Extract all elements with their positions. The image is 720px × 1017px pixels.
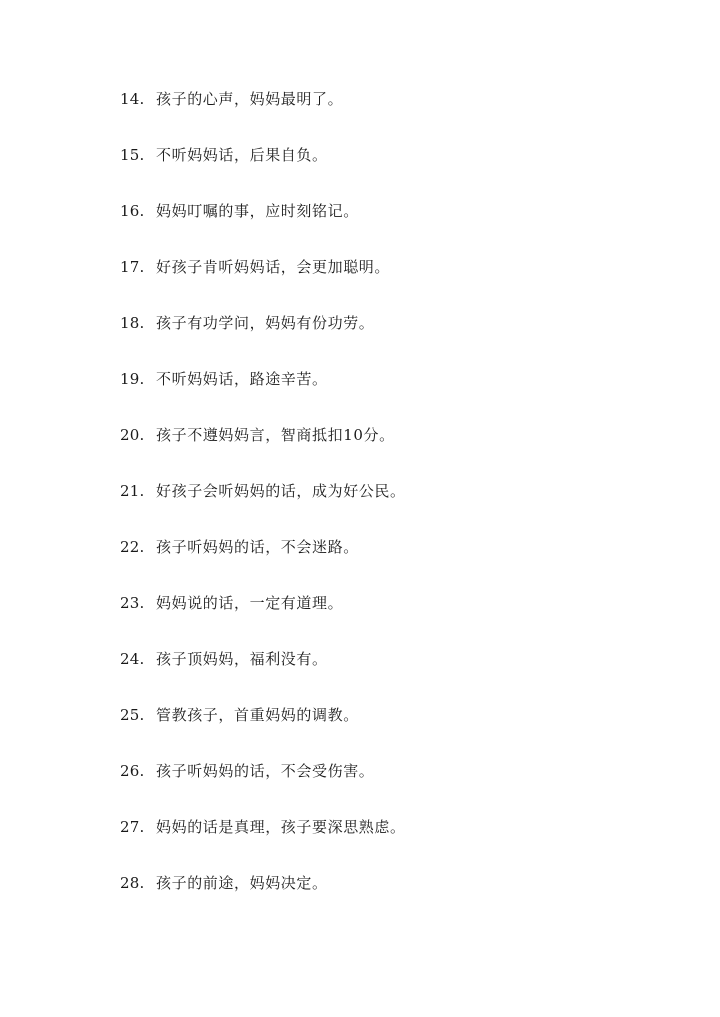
item-number: 16. [120, 202, 145, 220]
item-text: 孩子的前途，妈妈决定。 [156, 874, 328, 892]
item-text: 不听妈妈话，路途辛苦。 [156, 370, 328, 388]
list-item [120, 477, 406, 533]
list-item [120, 813, 406, 869]
item-number: 21. [120, 482, 145, 500]
item-number: 18. [120, 314, 145, 332]
list-item [120, 869, 406, 925]
item-number: 23. [120, 594, 145, 612]
item-number: 17. [120, 258, 145, 276]
item-number: 24. [120, 650, 145, 668]
item-number: 26. [120, 762, 145, 780]
item-text: 孩子顶妈妈，福利没有。 [156, 650, 328, 668]
item-text: 孩子听妈妈的话，不会受伤害。 [156, 762, 375, 780]
item-number: 27. [120, 818, 145, 836]
item-text: 孩子的心声，妈妈最明了。 [156, 90, 344, 108]
list-item [120, 253, 406, 309]
item-text: 孩子有功学问，妈妈有份功劳。 [156, 314, 375, 332]
item-number: 14. [120, 90, 145, 108]
list-item [120, 421, 406, 477]
list-item [120, 589, 406, 645]
item-text: 妈妈的话是真理，孩子要深思熟虑。 [156, 818, 406, 836]
list-item [120, 141, 406, 197]
numbered-list [120, 85, 406, 925]
item-number: 22. [120, 538, 145, 556]
list-item [120, 757, 406, 813]
list-item [120, 85, 406, 141]
item-text: 好孩子会听妈妈的话，成为好公民。 [156, 482, 406, 500]
item-text: 管教孩子，首重妈妈的调教。 [156, 706, 359, 724]
item-text: 孩子听妈妈的话，不会迷路。 [156, 538, 359, 556]
item-number: 28. [120, 874, 145, 892]
item-text: 妈妈说的话，一定有道理。 [156, 594, 344, 612]
list-item [120, 645, 406, 701]
list-item [120, 533, 406, 589]
item-text: 好孩子肯听妈妈话，会更加聪明。 [156, 258, 391, 276]
item-text: 不听妈妈话，后果自负。 [156, 146, 328, 164]
item-text: 孩子不遵妈妈言，智商抵扣10分。 [156, 426, 395, 444]
item-text: 妈妈叮嘱的事，应时刻铭记。 [156, 202, 359, 220]
list-item [120, 309, 406, 365]
item-number: 25. [120, 706, 145, 724]
item-number: 20. [120, 426, 145, 444]
list-item [120, 197, 406, 253]
list-item [120, 701, 406, 757]
item-number: 19. [120, 370, 145, 388]
list-item [120, 365, 406, 421]
item-number: 15. [120, 146, 145, 164]
